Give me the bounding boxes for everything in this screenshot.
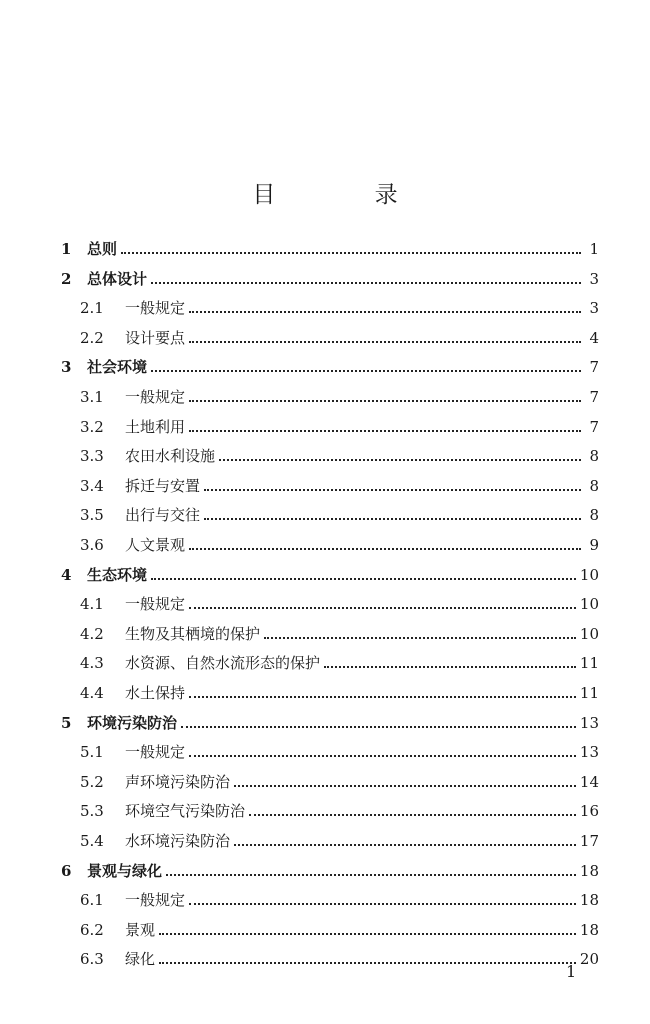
- toc-entry-number: 6: [61, 862, 72, 880]
- toc-entry-label: 一般规定: [125, 299, 186, 317]
- dot-leader: [234, 785, 576, 787]
- toc-section-entry: [80, 321, 599, 347]
- toc-entry-label: 一般规定: [125, 743, 186, 761]
- dot-leader: [249, 814, 576, 816]
- toc-entry-page: 7: [589, 358, 599, 376]
- dot-leader: [121, 252, 581, 254]
- toc-entry-label: 出行与交往: [125, 506, 201, 524]
- dot-leader: [151, 370, 581, 372]
- page-number: 1: [566, 962, 577, 981]
- toc-entry-page: 18: [579, 862, 599, 880]
- toc-entry-label: 环境污染防治: [87, 714, 178, 732]
- toc-entry-label: 生物及其栖境的保护: [125, 625, 261, 643]
- toc-entry-label: 环境空气污染防治: [125, 802, 246, 820]
- toc-section-entry: [80, 794, 599, 820]
- toc-entry-label: 农田水利设施: [125, 447, 216, 465]
- toc-entry-label: 水环境污染防治: [125, 832, 231, 850]
- toc-entry-label: 一般规定: [125, 388, 186, 406]
- toc-entry-number: 3.3: [80, 447, 104, 465]
- dot-leader: [189, 755, 576, 757]
- toc-entry-number: 4.3: [80, 654, 104, 672]
- toc-entry-page: 13: [579, 743, 599, 761]
- dot-leader: [189, 903, 576, 905]
- toc-entry-number: 3.1: [80, 388, 104, 406]
- toc-entry-label: 总则: [87, 240, 118, 258]
- dot-leader: [324, 666, 576, 668]
- toc-entry-number: 6.2: [80, 921, 104, 939]
- dot-leader: [151, 282, 581, 284]
- toc-entry-page: 11: [579, 654, 599, 672]
- toc-entry-page: 20: [579, 950, 599, 968]
- toc-entry-number: 4.1: [80, 595, 104, 613]
- toc-entry-page: 18: [579, 891, 599, 909]
- dot-leader: [189, 607, 576, 609]
- toc-entry-number: 2: [61, 270, 72, 288]
- toc-entry-label: 绿化: [125, 950, 156, 968]
- toc-entry-page: 3: [589, 299, 599, 317]
- toc-entry-number: 5.1: [80, 743, 104, 761]
- toc-entry-number: 5.2: [80, 773, 104, 791]
- toc-entry-number: 5: [61, 714, 72, 732]
- toc-section-entry: [80, 942, 599, 968]
- toc-chapter-entry: [61, 558, 599, 584]
- toc-entry-number: 6.1: [80, 891, 104, 909]
- toc-section-entry: [80, 469, 599, 495]
- toc-entry-label: 土地利用: [125, 418, 186, 436]
- dot-leader: [204, 518, 581, 520]
- page-title: 目 录: [252, 182, 444, 208]
- toc-entry-label: 一般规定: [125, 891, 186, 909]
- toc-entry-number: 3.2: [80, 418, 104, 436]
- toc-section-entry: [80, 410, 599, 436]
- toc-entry-label: 总体设计: [87, 270, 148, 288]
- toc-entry-page: 10: [579, 566, 599, 584]
- dot-leader: [189, 311, 581, 313]
- toc-section-entry: [80, 735, 599, 761]
- toc-entry-page: 1: [589, 240, 599, 258]
- toc-chapter-entry: [61, 232, 599, 258]
- toc-entry-page: 8: [589, 506, 599, 524]
- toc-section-entry: [80, 646, 599, 672]
- dot-leader: [166, 874, 576, 876]
- toc-entry-page: 14: [579, 773, 599, 791]
- toc-section-entry: [80, 765, 599, 791]
- toc-entry-number: 3: [61, 358, 72, 376]
- dot-leader: [189, 696, 576, 698]
- toc-entry-page: 3: [589, 270, 599, 288]
- toc-section-entry: [80, 498, 599, 524]
- toc-entry-page: 7: [589, 418, 599, 436]
- toc-entry-number: 5.3: [80, 802, 104, 820]
- toc-chapter-entry: [61, 350, 599, 376]
- toc-entry-number: 4: [61, 566, 72, 584]
- toc-entry-number: 3.6: [80, 536, 104, 554]
- toc-section-entry: [80, 587, 599, 613]
- toc-chapter-entry: [61, 706, 599, 732]
- toc-entry-page: 10: [579, 625, 599, 643]
- toc-entry-number: 2.1: [80, 299, 104, 317]
- toc-section-entry: [80, 913, 599, 939]
- toc-entry-number: 1: [61, 240, 72, 258]
- toc-entry-page: 8: [589, 447, 599, 465]
- toc-entry-number: 5.4: [80, 832, 104, 850]
- dot-leader: [189, 430, 581, 432]
- toc-entry-number: 4.2: [80, 625, 104, 643]
- dot-leader: [159, 933, 576, 935]
- dot-leader: [189, 341, 581, 343]
- toc-section-entry: [80, 883, 599, 909]
- dot-leader: [219, 459, 581, 461]
- dot-leader: [159, 962, 576, 964]
- dot-leader: [181, 726, 576, 728]
- toc-entry-label: 社会环境: [87, 358, 148, 376]
- toc-section-entry: [80, 528, 599, 554]
- toc-entry-label: 人文景观: [125, 536, 186, 554]
- toc-entry-page: 8: [589, 477, 599, 495]
- toc-section-entry: [80, 676, 599, 702]
- toc-section-entry: [80, 617, 599, 643]
- dot-leader: [234, 844, 576, 846]
- toc-entry-page: 16: [579, 802, 599, 820]
- dot-leader: [204, 489, 581, 491]
- toc-entry-page: 17: [579, 832, 599, 850]
- toc-entry-page: 13: [579, 714, 599, 732]
- toc-entry-label: 生态环境: [87, 566, 148, 584]
- toc-entry-page: 11: [579, 684, 599, 702]
- toc-section-entry: [80, 824, 599, 850]
- toc-entry-number: 4.4: [80, 684, 104, 702]
- dot-leader: [151, 578, 576, 580]
- toc-entry-number: 3.5: [80, 506, 104, 524]
- toc-entry-page: 4: [589, 329, 599, 347]
- toc-section-entry: [80, 380, 599, 406]
- toc-chapter-entry: [61, 262, 599, 288]
- dot-leader: [189, 548, 581, 550]
- toc-entry-label: 景观与绿化: [87, 862, 163, 880]
- toc-entry-page: 18: [579, 921, 599, 939]
- toc-entry-number: 3.4: [80, 477, 104, 495]
- toc-entry-page: 7: [589, 388, 599, 406]
- toc-entry-label: 一般规定: [125, 595, 186, 613]
- toc-entry-number: 2.2: [80, 329, 104, 347]
- dot-leader: [264, 637, 576, 639]
- toc-entry-label: 水土保持: [125, 684, 186, 702]
- toc-section-entry: [80, 439, 599, 465]
- toc-entry-number: 6.3: [80, 950, 104, 968]
- toc-entry-label: 声环境污染防治: [125, 773, 231, 791]
- toc-entry-label: 设计要点: [125, 329, 186, 347]
- toc-entry-page: 10: [579, 595, 599, 613]
- toc-entry-page: 9: [589, 536, 599, 554]
- dot-leader: [189, 400, 581, 402]
- toc-chapter-entry: [61, 854, 599, 880]
- toc-section-entry: [80, 291, 599, 317]
- toc-entry-label: 水资源、自然水流形态的保护: [125, 654, 321, 672]
- toc-entry-label: 拆迁与安置: [125, 477, 201, 495]
- toc-entry-label: 景观: [125, 921, 156, 939]
